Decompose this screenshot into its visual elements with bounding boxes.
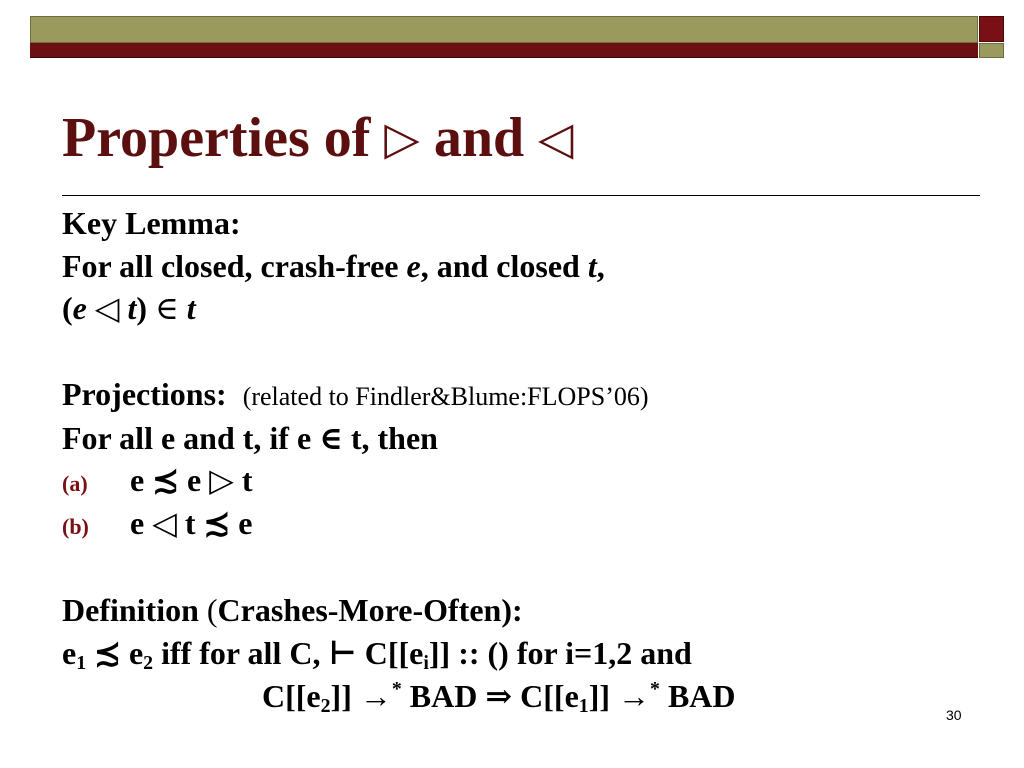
item-b-text: e ◁ t ≾ e (130, 505, 253, 541)
decorative-top-bar (30, 16, 978, 43)
subscript: 2 (320, 694, 331, 717)
page-number: 30 (946, 707, 962, 723)
slide-title (62, 108, 574, 170)
text-fragment: ( (206, 592, 218, 628)
definition-line1 (62, 635, 692, 674)
decorative-top-band (30, 43, 978, 58)
definition-line2 (262, 678, 736, 717)
text-fragment: , and closed (420, 248, 588, 284)
var-e: e (406, 248, 421, 284)
item-b-label: (b) (62, 514, 89, 539)
text-fragment: ]] :: () for i=1,2 and (428, 635, 692, 671)
text-fragment: ≾ e (86, 635, 144, 671)
text-fragment: ): (501, 592, 523, 628)
text-fragment: ]] → (588, 678, 651, 714)
superscript: * (650, 678, 660, 701)
text-fragment: C[[e (262, 678, 321, 714)
definition-heading (62, 594, 523, 626)
item-a-label: (a) (62, 471, 88, 496)
title-prefix: Properties of (62, 107, 385, 169)
left-triangle-symbol: ◁ (86, 290, 128, 326)
var-e: e (72, 290, 87, 326)
element-of-symbol: ∈ (155, 290, 179, 326)
projections-note: (related to Findler&Blume:FLOPS’06) (242, 382, 649, 411)
text-fragment: , (596, 248, 605, 284)
superscript: * (391, 678, 402, 701)
projections-line (62, 378, 649, 410)
text-fragment: BAD ⇒ C[[e (401, 678, 579, 714)
title-divider (62, 195, 980, 196)
text-fragment: BAD (659, 678, 736, 714)
title-mid: and (419, 107, 539, 169)
subscript: 1 (76, 651, 87, 674)
subscript: 1 (578, 694, 589, 717)
key-lemma-line1 (62, 250, 605, 282)
text-fragment: ( (62, 290, 73, 326)
item-a-text: e ≾ e ▷ t (130, 462, 253, 498)
left-triangle-symbol: ◁ (538, 113, 574, 164)
var-t: t (127, 290, 137, 326)
text-fragment: ) (136, 290, 156, 326)
right-triangle-symbol: ▷ (384, 113, 420, 164)
subscript: 2 (143, 651, 154, 674)
definition-name: Crashes-More-Often (217, 592, 502, 628)
decorative-corner-block (979, 16, 1004, 42)
subscript: i (423, 651, 429, 674)
decorative-corner-block-lower (979, 43, 1004, 58)
key-lemma-heading: Key Lemma: (62, 205, 241, 241)
var-t: t (587, 248, 597, 284)
projections-heading: Projections: (62, 376, 227, 412)
text-fragment: Definition (62, 592, 207, 628)
text-fragment: ]] → (330, 678, 392, 714)
key-lemma-line2 (62, 292, 196, 324)
text-fragment: e (62, 635, 77, 671)
text-fragment: For all closed, crash-free (62, 248, 407, 284)
var-t: t (178, 290, 196, 326)
text-fragment: iff for all C, ⊢ C[[e (153, 635, 424, 671)
projections-line1: For all e and t, if e ∈ t, then (62, 420, 438, 456)
